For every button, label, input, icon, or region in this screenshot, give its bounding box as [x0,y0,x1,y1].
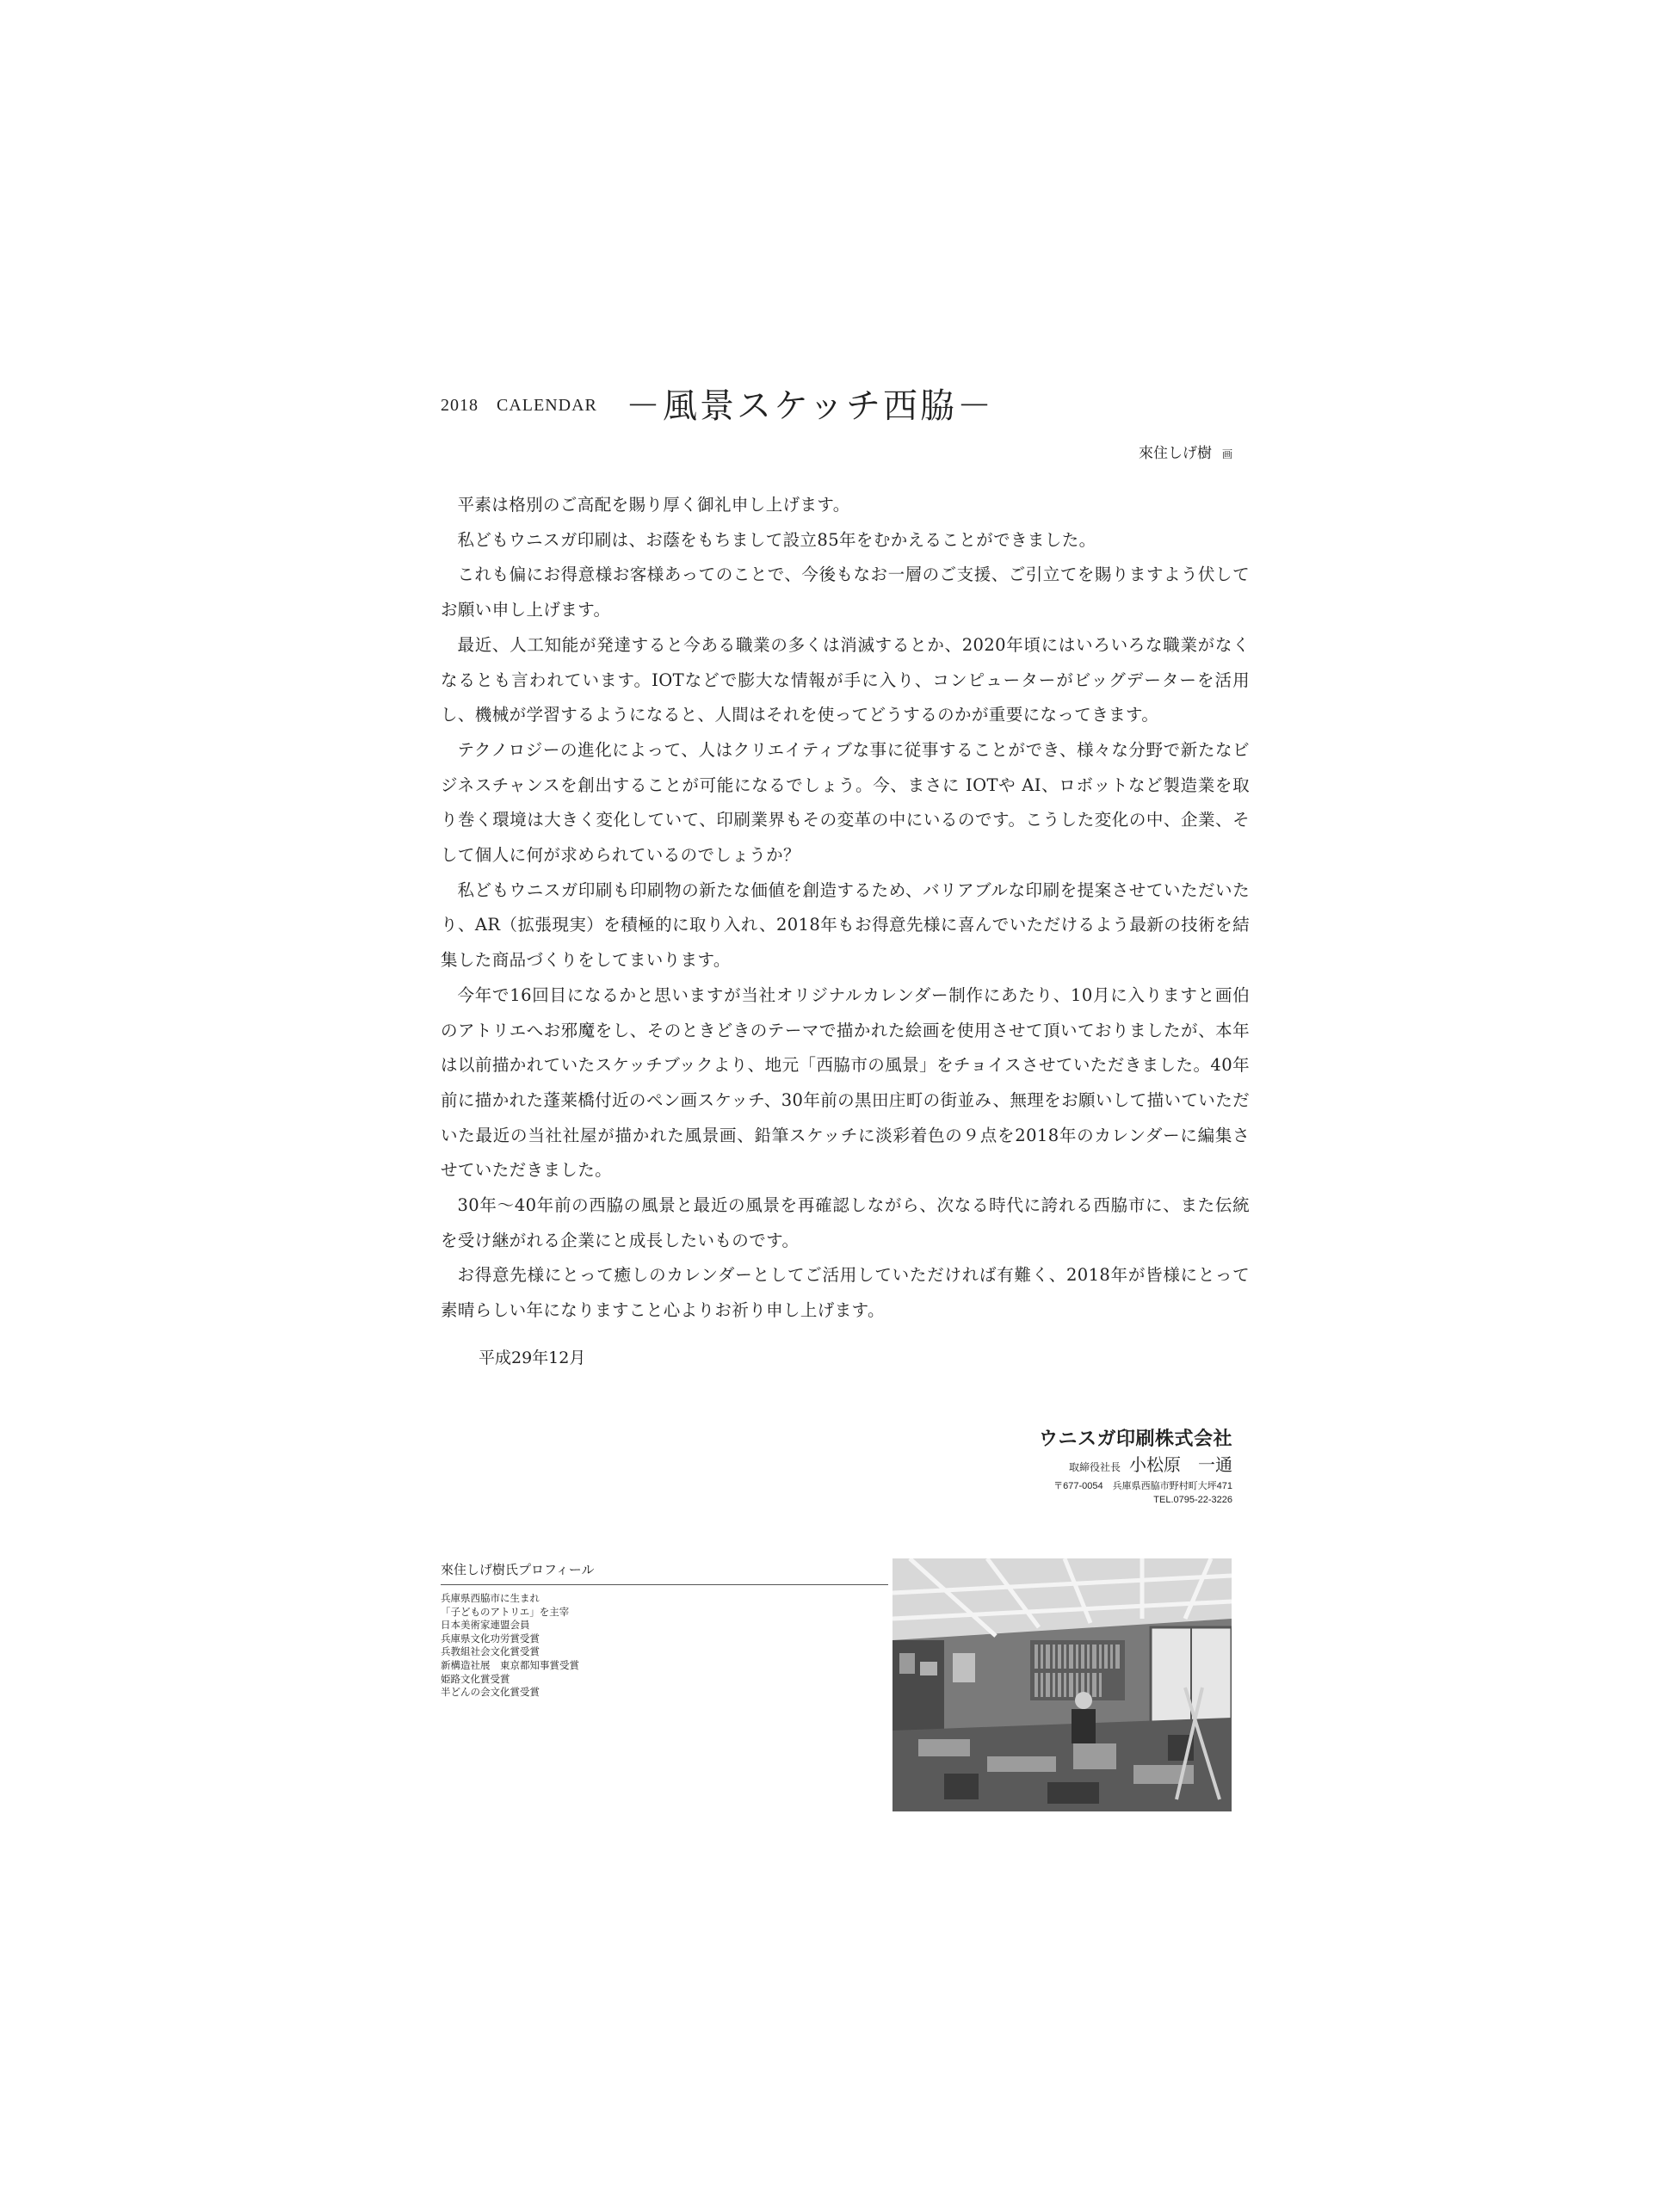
body-paragraph: 今年で16回目になるかと思いますが当社オリジナルカレンダー制作にあたり、10月に入りますと画伯のアトリエへお邪魔をし、そのときどきのテーマで描かれた絵画を使用させて頂いておりましたが、本年は以前描かれていたスケッチブックより、地元「西脇市の風景」をチョイスさせていただきました。40年前に描かれた蓬莱橋付近のペン画スケッチ、30年前の黒田庄町の街並み、無理をお願いして描いていただいた最近の当社社屋が描かれた風景画、鉛筆スケッチに淡彩着色の９点を2018年のカレンダーに編集させていただきました。 [441,984,1250,1181]
atelier-photo [892,1558,1232,1811]
profile-list [441,1592,888,1700]
artist-credit-suffix: 画 [1221,448,1232,460]
profile-item: 兵教組社会文化賞受賞 [441,1645,540,1658]
body-paragraph: 私どもウニスガ印刷も印刷物の新たな価値を創造するため、バリアブルな印刷を提案させていただいたり、AR（拡張現実）を積極的に取り入れ、2018年もお得意先様に喜んでいただけるよう最新の技術を結集した商品づくりをしてまいります。 [441,879,1250,971]
president-line [981,1453,1232,1479]
body-paragraph: テクノロジーの進化によって、人はクリエイティブな事に従事することができ、様々な分野で新たなビジネスチャンスを創出することが可能になるでしょう。今、まさに IOTや AI、ロボットなど製造業を取り巻く環境は大きく変化していて、印刷業界もその変革の中にいるのです。こうした変化の中、企業、そして個人に何が求められているのでしょうか？ [441,739,1250,866]
company-name: ウニスガ印刷株式会社 [1038,1429,1232,1450]
company-address: 〒677-0054 兵庫県西脇市野村町大坪471 [1053,1481,1232,1491]
artist-profile [441,1560,888,1700]
artist-credit [1067,441,1232,462]
year-calendar-label: 2018 CALENDAR [441,396,597,415]
body-paragraph: これも偏にお得意様お客様あってのことで、今後もなお一層のご支援、ご引立てを賜りますよう伏してお願い申し上げます。 [441,565,1250,620]
profile-item: 半どんの会文化賞受賞 [441,1686,540,1699]
company-tel: TEL.0795-22-3226 [1153,1495,1232,1505]
body-paragraph: 最近、人工知能が発達すると今ある職業の多くは消滅するとか、2020年頃にはいろいろな職業がなくなるとも言われています。IOTなどで膨大な情報が手に入り、コンピューターがビッグデーターを活用し、機械が学習するようになると、人間はそれを使ってどうするのかが重要になってきます。 [441,634,1250,725]
profile-item: 兵庫県文化功労賞受賞 [441,1632,540,1645]
profile-item: 姫路文化賞受賞 [441,1672,510,1685]
profile-item: 日本美術家連盟会員 [441,1619,530,1632]
president-role: 取締役社長 [1068,1461,1121,1473]
page-title: －風景スケッチ西脇－ [626,386,994,426]
greeting-body [441,488,1250,1329]
profile-item: 兵庫県西脇市に生まれ [441,1592,540,1604]
signature-block [981,1427,1232,1507]
body-paragraph: 30年～40年前の西脇の風景と最近の風景を再確認しながら、次なる時代に誇れる西脇市に、また伝統を受け継がれる企業にと成長したいものです。 [441,1195,1250,1250]
header [441,379,1301,430]
letter-date: 平成29年12月 [479,1348,586,1367]
profile-item: 「子どものアトリエ」を主宰 [441,1605,570,1618]
artist-name: 來住しげ樹 [1138,445,1212,462]
body-paragraph: 私どもウニスガ印刷は、お蔭をもちまして設立85年をむかえることができました。 [457,529,1096,550]
president-name: 小松原 一通 [1129,1454,1232,1475]
body-paragraph: お得意先様にとって癒しのカレンダーとしてご活用していただければ有難く、2018年が皆様にとって素晴らしい年になりますこと心よりお祈り申し上げます。 [441,1265,1250,1321]
body-paragraph: 平素は格別のご高配を賜り厚く御礼申し上げます。 [457,495,850,515]
profile-title: 來住しげ樹氏プロフィール [441,1560,888,1585]
profile-item: 新構造社展 東京都知事賞受賞 [441,1658,579,1671]
atelier-photo-image [892,1558,1232,1811]
